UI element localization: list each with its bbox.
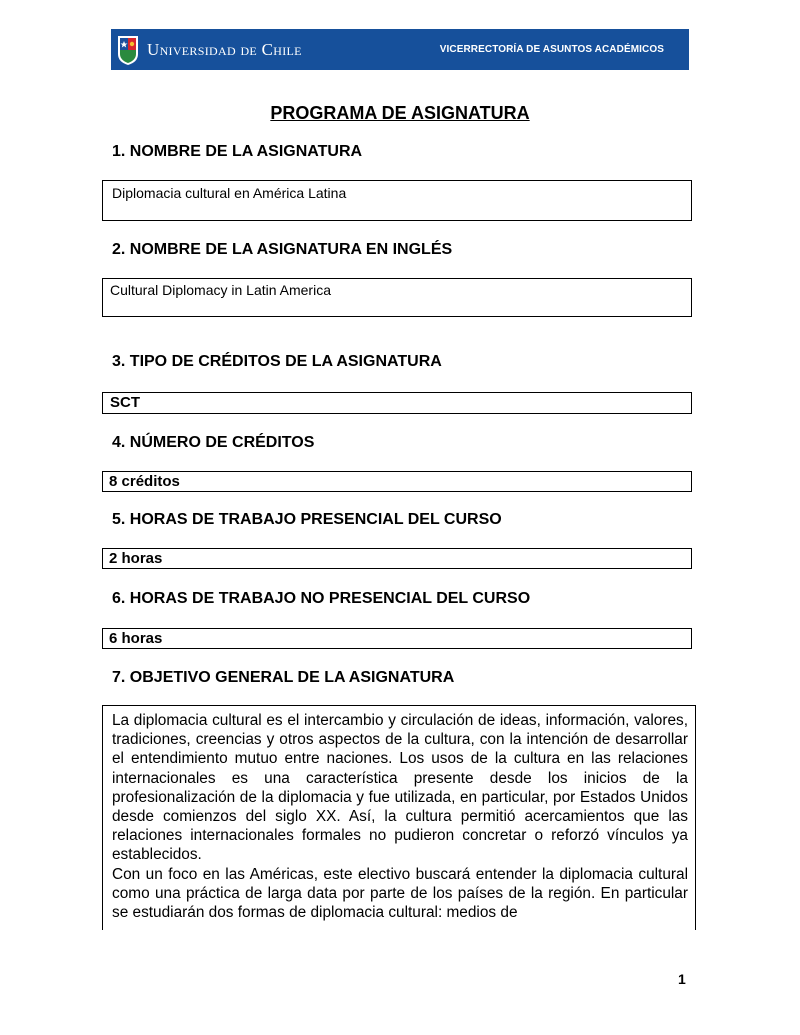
section-heading-6: 6. HORAS DE TRABAJO NO PRESENCIAL DEL CURSO bbox=[112, 590, 531, 607]
general-objective-paragraph-1: La diplomacia cultural es el intercambio y circulación de ideas, información, valores, tradiciones, creencias y otros aspectos de la cultura, con la intención de desarrollar el entendimiento mutuo entre naciones. Los usos de la cultura en las relaciones internacionales es una característica presente desde los inicios de la profesionalización de la diplomacia y fue utilizada, en particular, por Estados Unidos desde comienzos del siglo XX. Así, la cultura permitió acercamientos que las relaciones internacionales formales no pudieron concretar o reforzó vínculos ya establecidos. bbox=[112, 712, 688, 864]
page-number: 1 bbox=[678, 971, 686, 987]
header-band bbox=[111, 29, 689, 70]
university-brand bbox=[111, 29, 302, 70]
credits-value: 8 créditos bbox=[109, 473, 180, 490]
general-objective-paragraph-2: Con un foco en las Américas, este electivo buscará entender la diplomacia cultural como una práctica de larga data por parte de los países de la región. En particular se estudiarán dos formas de diplomacia cultural: medios de bbox=[112, 866, 688, 922]
section-heading-5: 5. HORAS DE TRABAJO PRESENCIAL DEL CURSO bbox=[112, 511, 502, 528]
section-heading-2: 2. NOMBRE DE LA ASIGNATURA EN INGLÉS bbox=[112, 241, 453, 258]
section-box-2 bbox=[102, 278, 692, 317]
section-box-1 bbox=[102, 180, 692, 221]
course-name-english-value: Cultural Diplomacy in Latin America bbox=[110, 282, 331, 298]
course-name-value: Diplomacia cultural en América Latina bbox=[112, 185, 347, 201]
in-person-hours-value: 2 horas bbox=[109, 550, 163, 567]
section-box-6 bbox=[102, 628, 692, 649]
university-crest-icon bbox=[117, 34, 139, 66]
university-name: Universidad de Chile bbox=[147, 39, 302, 59]
section-heading-7: 7. OBJETIVO GENERAL DE LA ASIGNATURA bbox=[112, 669, 455, 686]
section-box-3 bbox=[102, 392, 692, 414]
section-heading-1: 1. NOMBRE DE LA ASIGNATURA bbox=[112, 143, 363, 160]
document-title: PROGRAMA DE ASIGNATURA bbox=[270, 103, 530, 123]
credit-type-value: SCT bbox=[110, 394, 140, 411]
section-heading-3: 3. TIPO DE CRÉDITOS DE LA ASIGNATURA bbox=[112, 353, 442, 370]
section-box-4 bbox=[102, 471, 692, 492]
section-box-5 bbox=[102, 548, 692, 569]
remote-hours-value: 6 horas bbox=[109, 630, 163, 647]
general-objective-box bbox=[102, 705, 696, 930]
section-heading-4: 4. NÚMERO DE CRÉDITOS bbox=[112, 434, 315, 451]
department-name: VICERRECTORÍA DE ASUNTOS ACADÉMICOS bbox=[439, 44, 664, 55]
